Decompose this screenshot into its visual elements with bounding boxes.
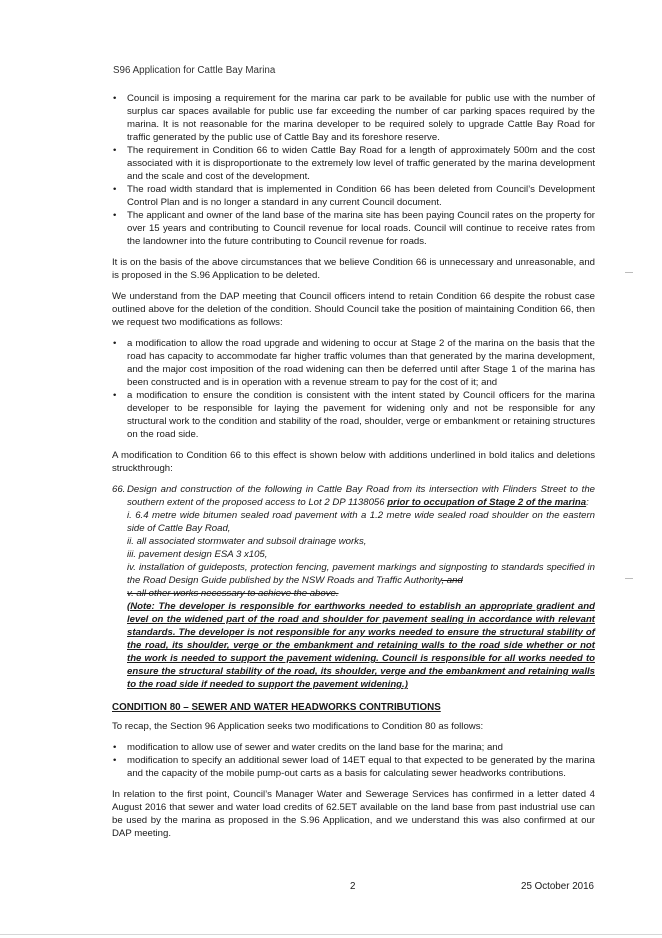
paragraph: To recap, the Section 96 Application seeks two modifications to Condition 80 as follows: <box>112 721 484 732</box>
footer-date: 25 October 2016 <box>521 881 594 892</box>
condition-item: iii. pavement design ESA 3 x105, <box>127 549 268 560</box>
list-item: • a modification to allow the road upgrade and widening to occur at Stage 2 of the marina on the basis that the road has capacity to accommodate far higher traffic volumes than that generated by the marina development, and the major cost imposition of the road widening can then be deferred until after Stage 1 of the marina has been constructed and is in operation with a revenue stream to pay for the cost of it; and <box>113 338 595 388</box>
bullet-icon: • <box>113 338 117 349</box>
condition-item: ii. all associated stormwater and subsoil drainage works, <box>127 536 367 547</box>
paragraph: It is on the basis of the above circumstances that we believe Condition 66 is unnecessary and unreasonable, and is proposed in the S.96 Application to be deleted. <box>112 257 595 281</box>
deleted-text: v. all other works necessary to achieve the above. <box>127 588 339 599</box>
condition-number: 66. <box>112 484 126 495</box>
bullet-icon: • <box>113 755 117 766</box>
reasons-list <box>112 92 595 248</box>
list-item: • modification to specify an additional sewer load of 14ET equal to that expected to be generated by the marina and the capacity of the mobile pump-out carts as a basis for calculating sewer headworks contributions. <box>113 755 595 779</box>
paragraph: We understand from the DAP meeting that Council officers intend to retain Condition 66 despite the robust case outlined above for the deletion of the condition. Should Council take the position of maintaining Condition 66, then we request two modifications as follows: <box>112 291 595 328</box>
paragraph: A modification to Condition 66 to this effect is shown below with additions underlined in bold italics and deletions struckthrough: <box>112 450 595 474</box>
page-number: 2 <box>350 881 356 892</box>
section-heading: CONDITION 80 – SEWER AND WATER HEADWORKS CONTRIBUTIONS <box>112 702 441 713</box>
document-body <box>112 92 595 848</box>
modifications-list <box>112 337 595 441</box>
bullet-icon: • <box>113 210 117 221</box>
condition-66-text: 66. Design and construction of the following in Cattle Bay Road from its intersection with Flinders Street to the southern extent of the proposed access to Lot 2 DP 1138056 prior to occupation of Stage 2 of the marina: i. 6.4 metre wide bitumen sealed road pavement with a 1.2 metre wide sealed road shoulder on the eastern side of Cattle Bay Road, ii. all associated stormwater and subsoil drainage works, iii. pavement design ESA 3 x105, iv. installation of guideposts, protection fencing, pavement markings and signposting to standards specified in the Road Design Guide published by the NSW Roads and Traffic Authority, and v. all other works necessary to achieve the above. (Note: The developer is responsible for earthworks needed to establish an appropriate gradient and level on the widened part of the road and shoulder for pavement sealing in accordance with relevant standards. The developer is not responsible for any works needed to ensure the structural stability of the road, its shoulder, verge or the embankment and retaining walls to the road side whether or not the work is needed to support the pavement widening. Council is responsible for all works needed to ensure the structural stability of the road, its shoulder, verge and the embankment and retaining walls to the road side if needed to support the pavement widening.) <box>112 484 595 690</box>
added-text: prior to occupation of Stage 2 of the marina <box>387 497 587 508</box>
margin-mark <box>625 578 633 579</box>
deleted-text: , and <box>441 575 463 586</box>
list-item: • modification to allow use of sewer and water credits on the land base for the marina; and <box>113 742 503 753</box>
condition-item: i. 6.4 metre wide bitumen sealed road pavement with a 1.2 metre wide sealed road shoulder on the eastern side of Cattle Bay Road, <box>127 510 595 534</box>
list-item: • a modification to ensure the condition is consistent with the intent stated by Council officers for the marina developer to be responsible for laying the pavement for widening only and not be responsible for any structural work to the condition and stability of the road, shoulder, verge or embankment or retaining structures on the road side. <box>113 390 595 440</box>
margin-mark <box>625 272 633 273</box>
bullet-icon: • <box>113 390 117 401</box>
list-item: • Council is imposing a requirement for the marina car park to be available for public use with the number of surplus car spaces available for public use far exceeding the number of car parking spaces required by the marina. It is not reasonable for the marina developer to be required solely to upgrade Cattle Bay Road for traffic generated by the public use of Cattle Bay and its foreshore reserve. <box>113 93 595 143</box>
bullet-icon: • <box>113 93 117 104</box>
condition-80-list <box>112 741 595 780</box>
bullet-icon: • <box>113 145 117 156</box>
list-item: • The applicant and owner of the land base of the marina site has been paying Council rates on the property for over 15 years and contributing to Council revenue for local roads. Council will continue to receive rates from the landowner into the future contributing to Council revenue for roads. <box>113 210 595 247</box>
bullet-icon: • <box>113 184 117 195</box>
condition-item: iv. installation of guideposts, protection fencing, pavement markings and signposting to standards specified in the Road Design Guide published by the NSW Roads and Traffic Authority, and <box>127 562 595 586</box>
list-item: • The requirement in Condition 66 to widen Cattle Bay Road for a length of approximately 500m and the cost associated with it is disproportionate to the extremely low level of traffic generated by the marina development and the scale and cost of the development. <box>113 145 595 182</box>
added-note: (Note: The developer is responsible for earthworks needed to establish an appropriate gradient and level on the widened part of the road and shoulder for pavement sealing in accordance with relevant standards. The developer is not responsible for any works needed to ensure the structural stability of the road, its shoulder, verge or the embankment and retaining walls to the road side whether or not the work is needed to support the pavement widening. Council is responsible for all works needed to ensure the structural stability of the road, its shoulder, verge and the embankment and retaining walls to the road side if needed to support the pavement widening.) <box>127 601 595 690</box>
list-item: • The road width standard that is implemented in Condition 66 has been deleted from Council’s Development Control Plan and is no longer a standard in any current Council document. <box>113 184 595 208</box>
page-header: S96 Application for Cattle Bay Marina <box>113 65 276 76</box>
bullet-icon: • <box>113 742 117 753</box>
paragraph: In relation to the first point, Council’s Manager Water and Sewerage Services has confirmed in a letter dated 4 August 2016 that sewer and water load credits of 62.5ET available on the land base from past industrial use can be used by the marina as proposed in the S.96 Application, and we understand this was also confirmed at our DAP meeting. <box>112 789 595 839</box>
scan-edge <box>0 934 662 935</box>
